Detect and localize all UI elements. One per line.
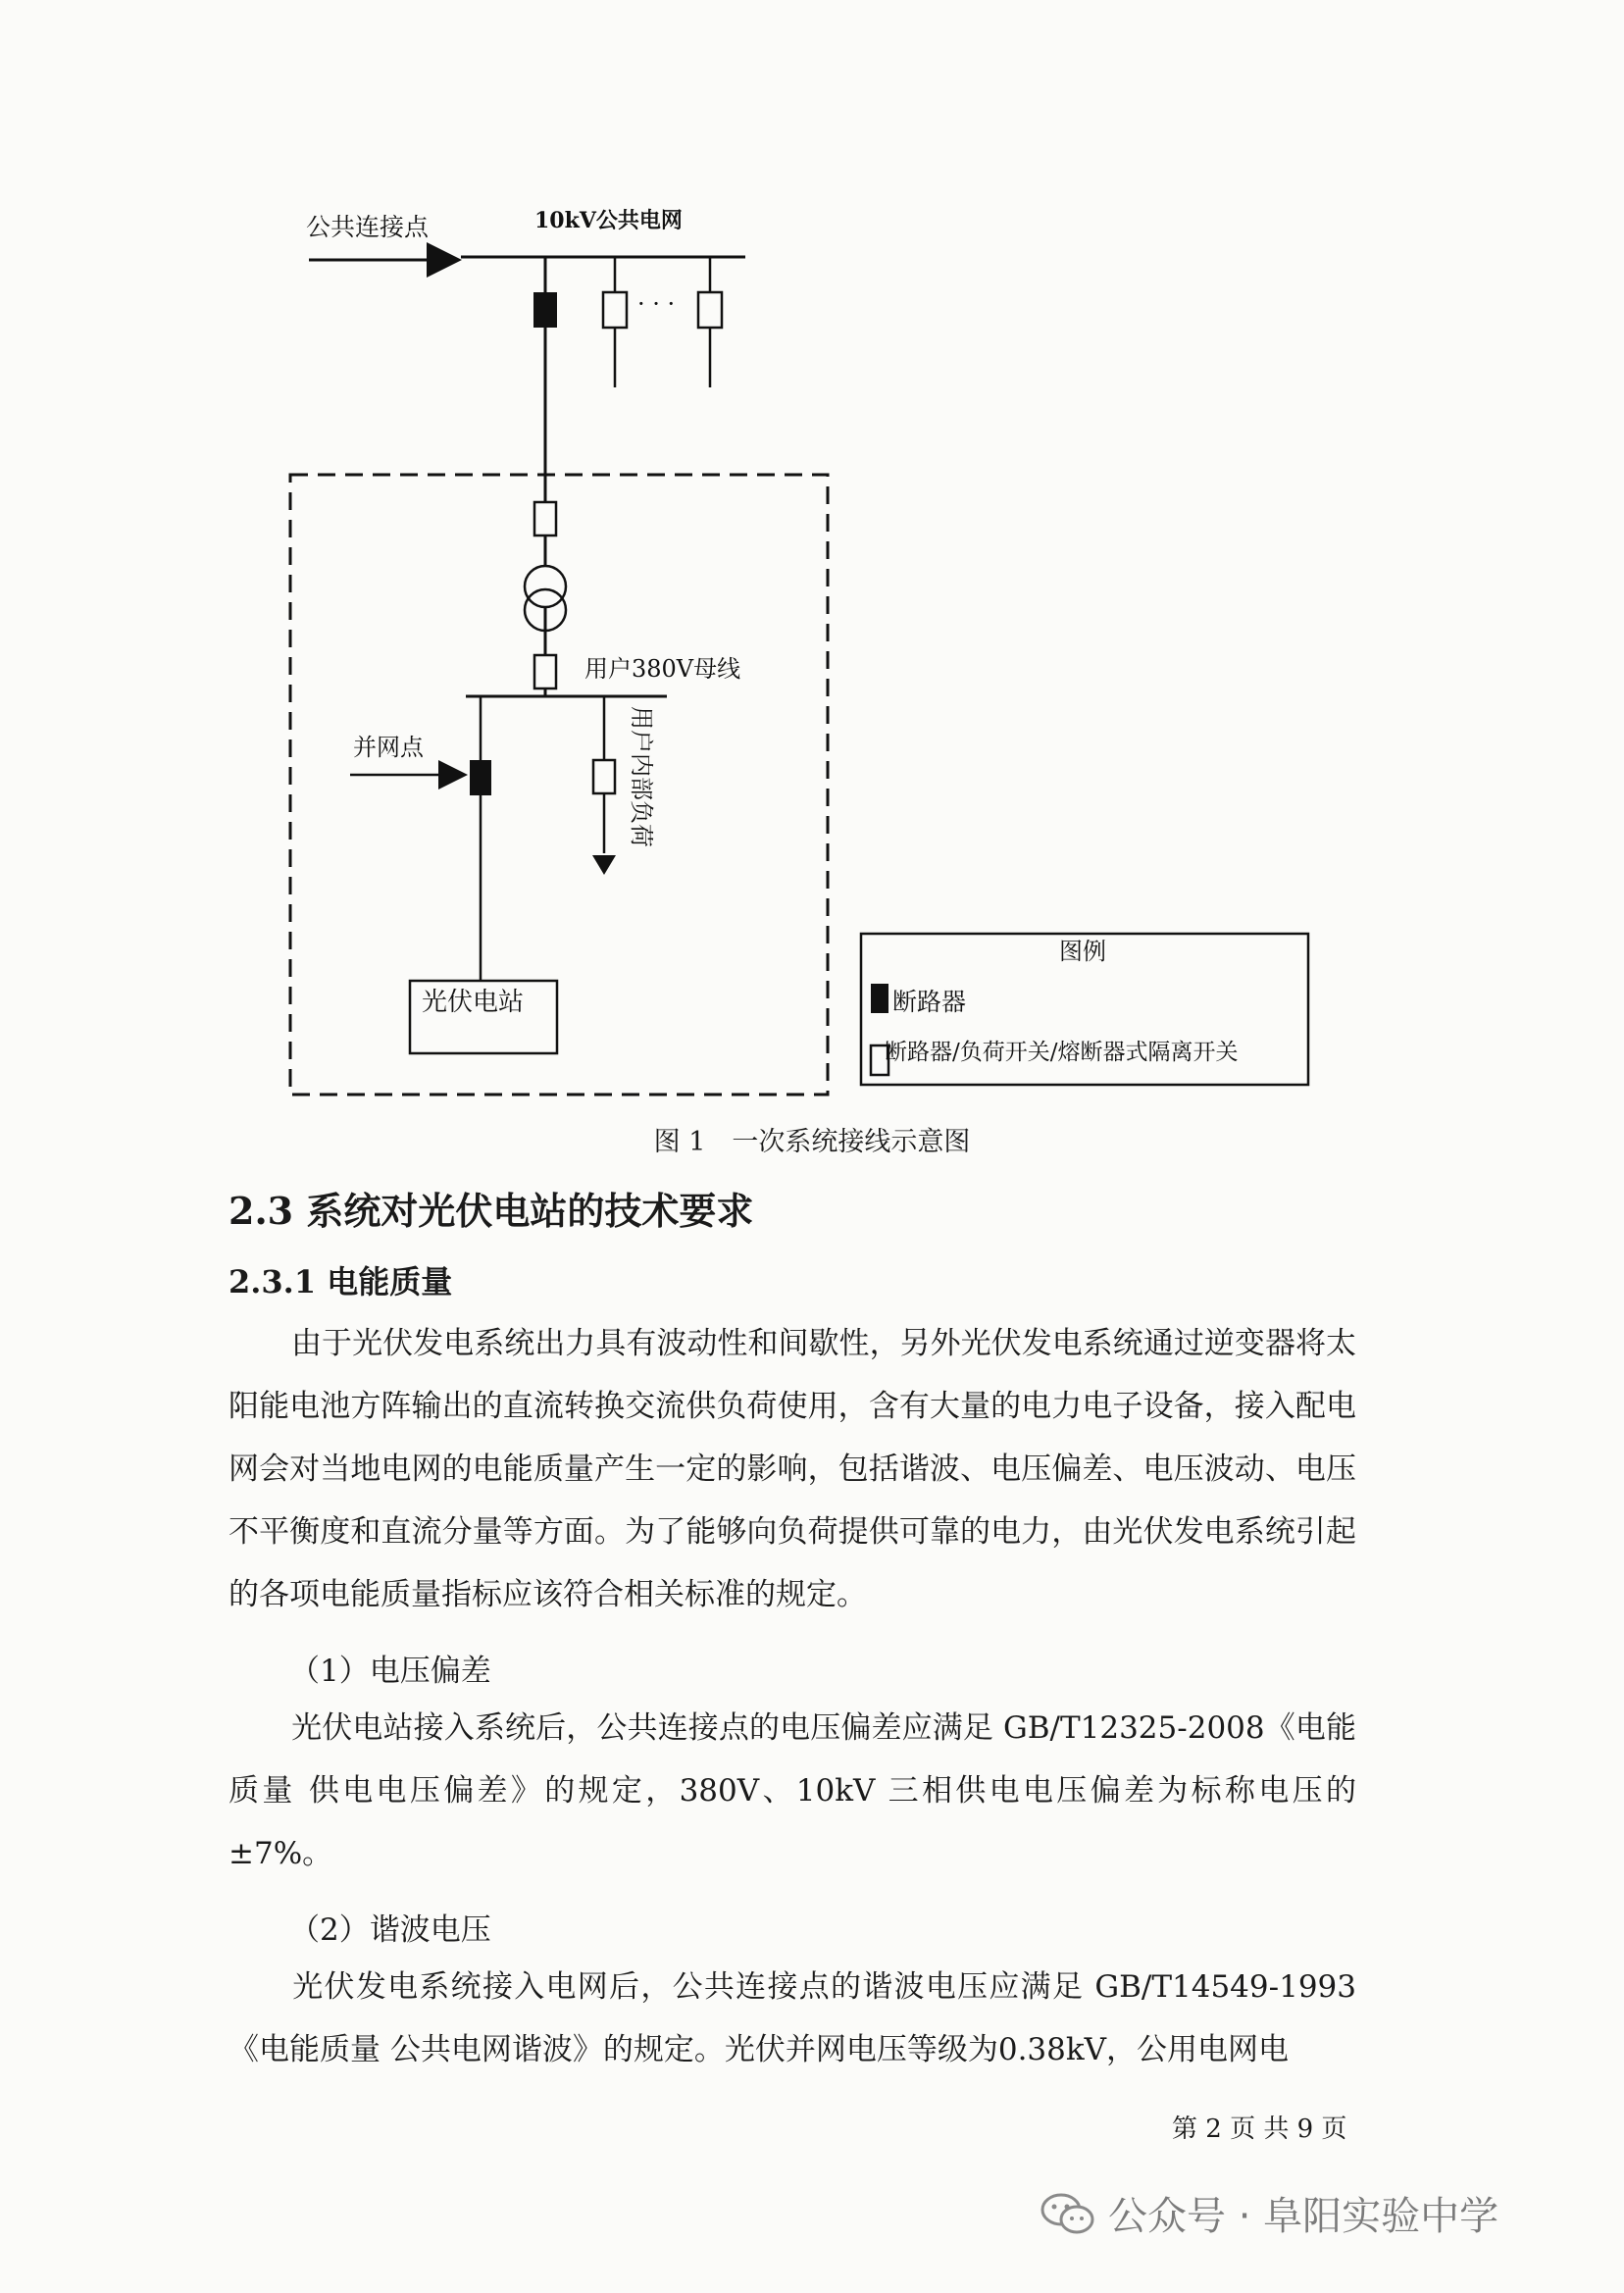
paragraph: 光伏发电系统接入电网后，公共连接点的谐波电压应满足 GB/T14549-1993《电能质量 公共电网谐波》的规定。光伏并网电压等级为0.38kV，公用电网电 — [228, 1969, 1356, 2067]
feeder-dots: · · · — [637, 290, 676, 318]
paragraph: 光伏电站接入系统后，公共连接点的电压偏差应满足 GB/T12325-2008《电能质量 供电电压偏差》的规定，380V、10kV 三相供电电压偏差为标称电压的±7%。 — [228, 1710, 1356, 1871]
watermark — [1040, 2185, 1498, 2241]
figure-caption: 图 1 一次系统接线示意图 — [653, 1127, 971, 1157]
legend-breaker-symbol — [871, 984, 888, 1013]
wechat-icon — [1040, 2190, 1096, 2237]
transformer-symbol — [525, 566, 566, 607]
grid-label: 10kV公共电网 — [534, 208, 683, 233]
paragraph: 由于光伏发电系统出力具有波动性和间歇性，另外光伏发电系统通过逆变器将太阳能电池方阵输出的直流转换交流供负荷使用，含有大量的电力电子设备，接入配电网会对当地电网的电能质量产生一定的影响，包括谐波、电压偏差、电压波动、电压不平衡度和直流分量等方面。为了能够向负荷提供可靠的电力，由光伏发电系统引起的各项电能质量指标应该符合相关标准的规定。 — [228, 1326, 1356, 1612]
page-footer: 第 2 页 共 9 页 — [1172, 2115, 1347, 2144]
breaker-symbol — [470, 760, 491, 795]
subsection-title: 2.3.1 电能质量 — [228, 1263, 453, 1300]
legend-breaker-label: 断路器 — [892, 988, 967, 1016]
legend-title: 图例 — [1059, 938, 1106, 965]
switch-symbol — [603, 292, 627, 328]
pv-station-label: 光伏电站 — [422, 988, 525, 1017]
pcc-label: 公共连接点 — [306, 213, 430, 241]
user-boundary — [290, 475, 828, 1095]
load-label: 用户内部负荷 — [628, 706, 655, 847]
legend-switch-label: 断路器/负荷开关/熔断器式隔离开关 — [885, 1040, 1239, 1065]
list-item: （2）谐波电压 — [289, 1912, 491, 1948]
switch-symbol — [534, 502, 556, 535]
load-arrow-symbol — [592, 855, 616, 875]
watermark-text: 公众号 · 阜阳实验中学 — [1108, 2194, 1499, 2239]
switch-symbol — [593, 760, 615, 793]
grid-tie-label: 并网点 — [353, 734, 424, 761]
breaker-symbol — [533, 292, 557, 328]
bus-label: 用户380V母线 — [584, 655, 741, 683]
list-item: （1）电压偏差 — [289, 1654, 491, 1689]
switch-symbol — [534, 655, 556, 688]
switch-symbol — [698, 292, 722, 328]
section-title: 2.3 系统对光伏电站的技术要求 — [228, 1189, 754, 1233]
